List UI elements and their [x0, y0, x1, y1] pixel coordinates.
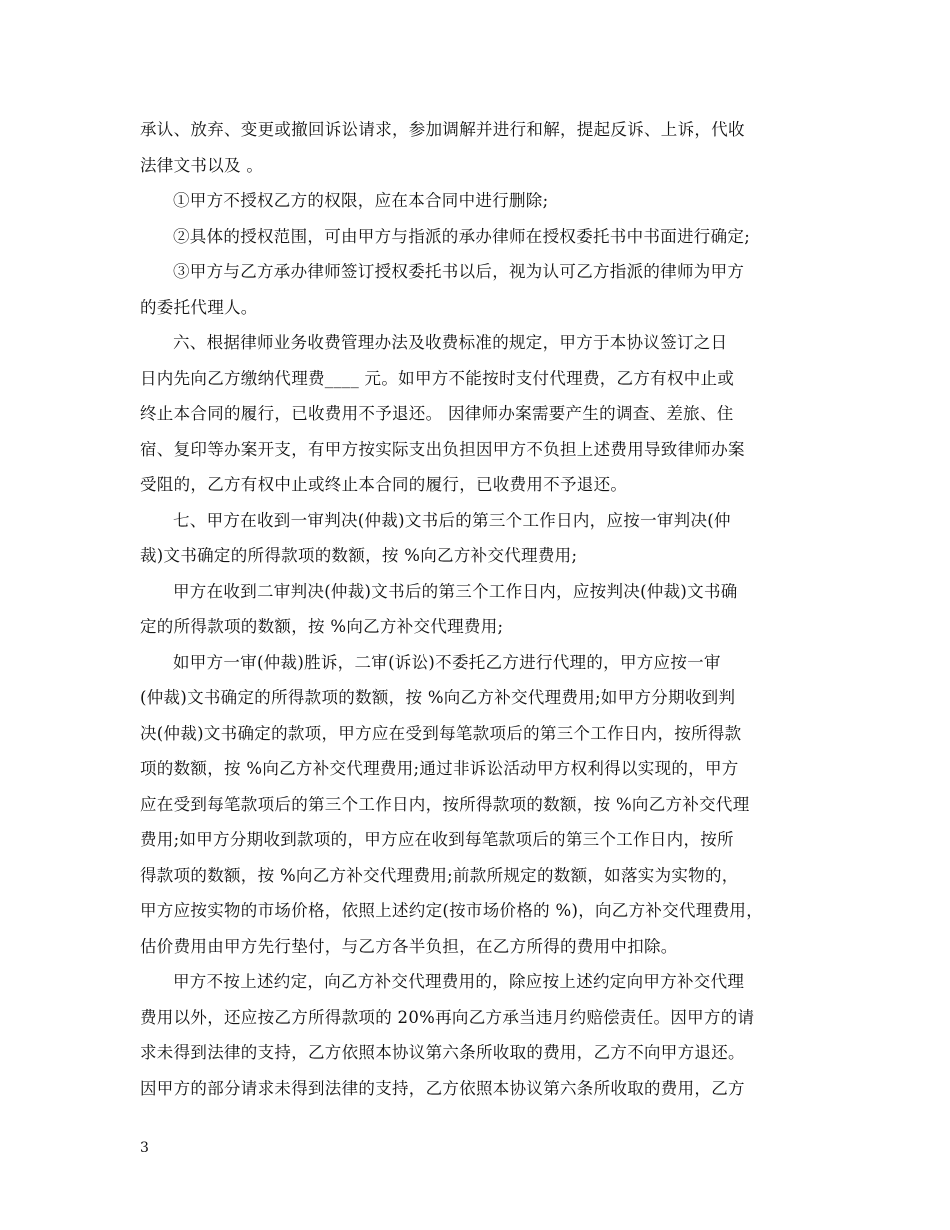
text-line: (仲裁)文书确定的所得款项的数额，按 %向乙方补交代理费用;如甲方分期收到判 [140, 688, 736, 707]
text-line: 甲方在收到二审判决(仲裁)文书后的第三个工作日内，应按判决(仲裁)文书确 [173, 581, 738, 601]
text-line: ③甲方与乙方承办律师签订授权委托书以后，视为认可乙方指派的律师为甲方 [173, 262, 745, 281]
text-line: 求未得到法律的支持，乙方依照本协议第六条所收取的费用，乙方不向甲方退还。 [140, 1043, 745, 1062]
page-number: 3 [140, 1140, 149, 1156]
text-line: 甲方不按上述约定，向乙方补交代理费用的，除应按上述约定向甲方补交代理 [173, 972, 745, 991]
document-body [140, 112, 815, 1106]
text-line: 得款项的数额，按 %向乙方补交代理费用;前款所规定的数额，如落实为实物的， [140, 865, 739, 885]
text-line: 裁)文书确定的所得款项的数额，按 %向乙方补交代理费用; [140, 546, 578, 565]
text-line: 应在受到每笔款项后的第三个工作日内，按所得款项的数额，按 %向乙方补交代理 [140, 794, 750, 814]
text-line: 宿、复印等办案开支，有甲方按实际支出负担因甲方不负担上述费用导致律师办案 [140, 439, 745, 459]
text-line: 终止本合同的履行，已收费用不予退还。 因律师办案需要产生的调查、差旅、住 [140, 404, 734, 423]
text-line: 费用以外，还应按乙方所得款项的 20%再向乙方承当违月约赔偿责任。因甲方的请 [140, 1007, 755, 1027]
text-line: 费用;如甲方分期收到款项的，甲方应在收到每笔款项后的第三个工作日内，按所 [140, 830, 734, 849]
text-line: 决(仲裁)文书确定的款项，甲方应在受到每笔款项后的第三个工作日内，按所得款 [140, 723, 742, 743]
text-line: 因甲方的部分请求未得到法律的支持，乙方依照本协议第六条所收取的费用，乙方 [140, 1078, 745, 1098]
text-line: 六、根据律师业务收费管理办法及收费标准的规定，甲方于本协议签订之日 [173, 333, 728, 352]
text-line: 受阻的，乙方有权中止或终止本合同的履行，已收费用不予退还。 [140, 475, 628, 494]
text-line: 定的所得款项的数额，按 %向乙方补交代理费用; [140, 617, 504, 636]
text-line: 法律文书以及 。 [140, 155, 264, 175]
text-line: 估价费用由甲方先行垫付，与乙方各半负担，在乙方所得的费用中扣除。 [140, 936, 678, 956]
text-line: ①甲方不授权乙方的权限，应在本合同中进行删除; [173, 191, 549, 210]
text-line: 承认、放弃、变更或撤回诉讼请求，参加调解并进行和解，提起反诉、上诉，代收 [140, 120, 745, 139]
text-line: 七、甲方在收到一审判决(仲裁)文书后的第三个工作日内，应按一审判决(仲 [173, 510, 731, 530]
text-line: 如甲方一审(仲裁)胜诉，二审(诉讼)不委托乙方进行代理的，甲方应按一审 [173, 652, 721, 672]
text-line: ②具体的授权范围，可由甲方与指派的承办律师在授权委托书中书面进行确定; [173, 226, 751, 246]
text-line: 甲方应按实物的市场价格，依照上述约定(按市场价格的 %)，向乙方补交代理费用， [140, 901, 763, 920]
text-line: 的委托代理人。 [140, 297, 258, 317]
text-line: 日内先向乙方缴纳代理费____ 元。如甲方不能按时支付代理费，乙方有权中止或 [140, 368, 735, 388]
text-line: 项的数额，按 %向乙方补交代理费用;通过非诉讼活动甲方权利得以实现的，甲方 [140, 759, 739, 778]
